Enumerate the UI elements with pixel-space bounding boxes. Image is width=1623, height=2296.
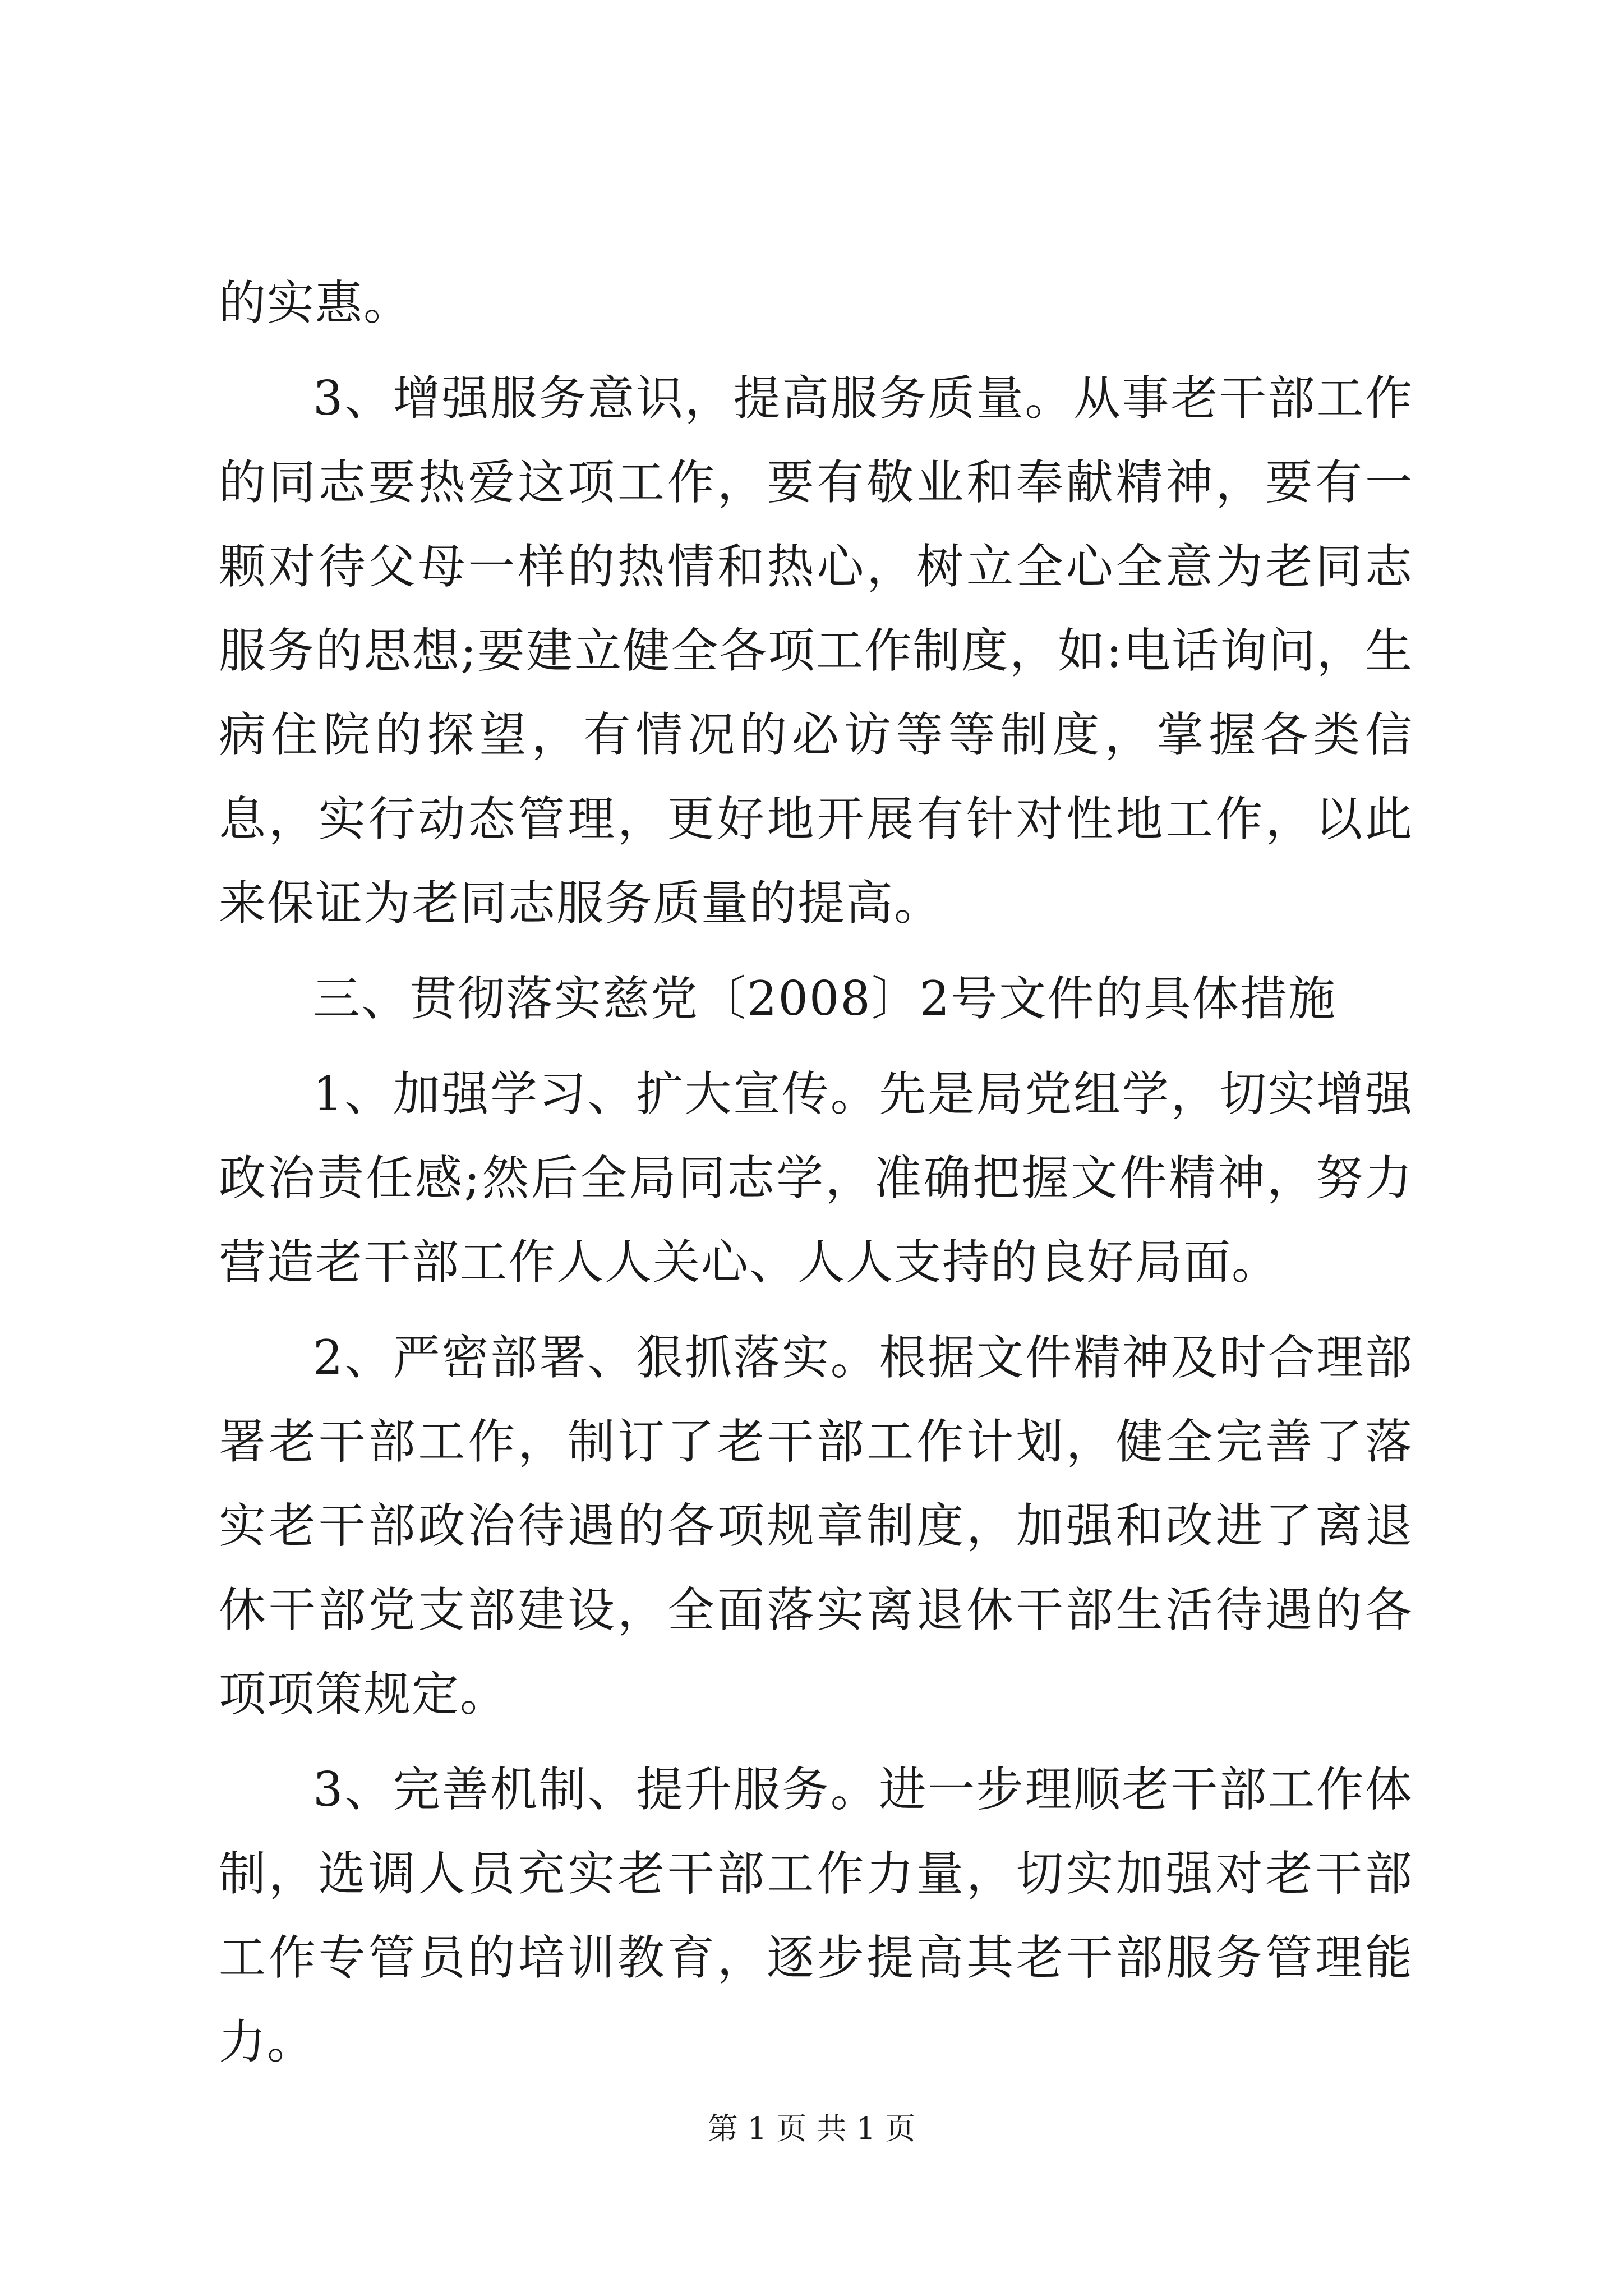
paragraph-deployment: 2、严密部署、狠抓落实。根据文件精神及时合理部署老干部工作，制订了老干部工作计划，健全完善了落实老干部政治待遇的各项规章制度，加强和改进了离退休干部党支部建设，全面落实离退休干部生活待遇的各项项策规定。 — [219, 1330, 1413, 1722]
paragraph-continuation: 的实惠。 — [219, 275, 412, 330]
paragraph-mechanism: 3、完善机制、提升服务。进一步理顺老干部工作体制，选调人员充实老干部工作力量，切实加强对老干部工作专管员的培训教育，逐步提高其老干部服务管理能力。 — [219, 1762, 1413, 2069]
paragraph-service-quality: 3、增强服务意识，提高服务质量。从事老干部工作的同志要热爱这项工作，要有敬业和奉献精神，要有一颗对待父母一样的热情和热心，树立全心全意为老同志服务的思想;要建立健全各项工作制度，如:电话询问，生病住院的探望，有情况的必访等等制度，掌握各类信息，实行动态管理，更好地开展有针对性地工作，以此来保证为老同志服务质量的提高。 — [219, 371, 1413, 931]
paragraph-study-publicity: 1、加强学习、扩大宣传。先是局党组学，切实增强政治责任感;然后全局同志学，准确把握文件精神，努力营造老干部工作人人关心、人人支持的良好局面。 — [219, 1066, 1413, 1290]
document-body — [219, 261, 1413, 2095]
page-number-footer: 第 1 页 共 1 页 — [707, 2111, 916, 2146]
section-heading-measures: 三、贯彻落实慈党〔2008〕2号文件的具体措施 — [313, 971, 1337, 1026]
